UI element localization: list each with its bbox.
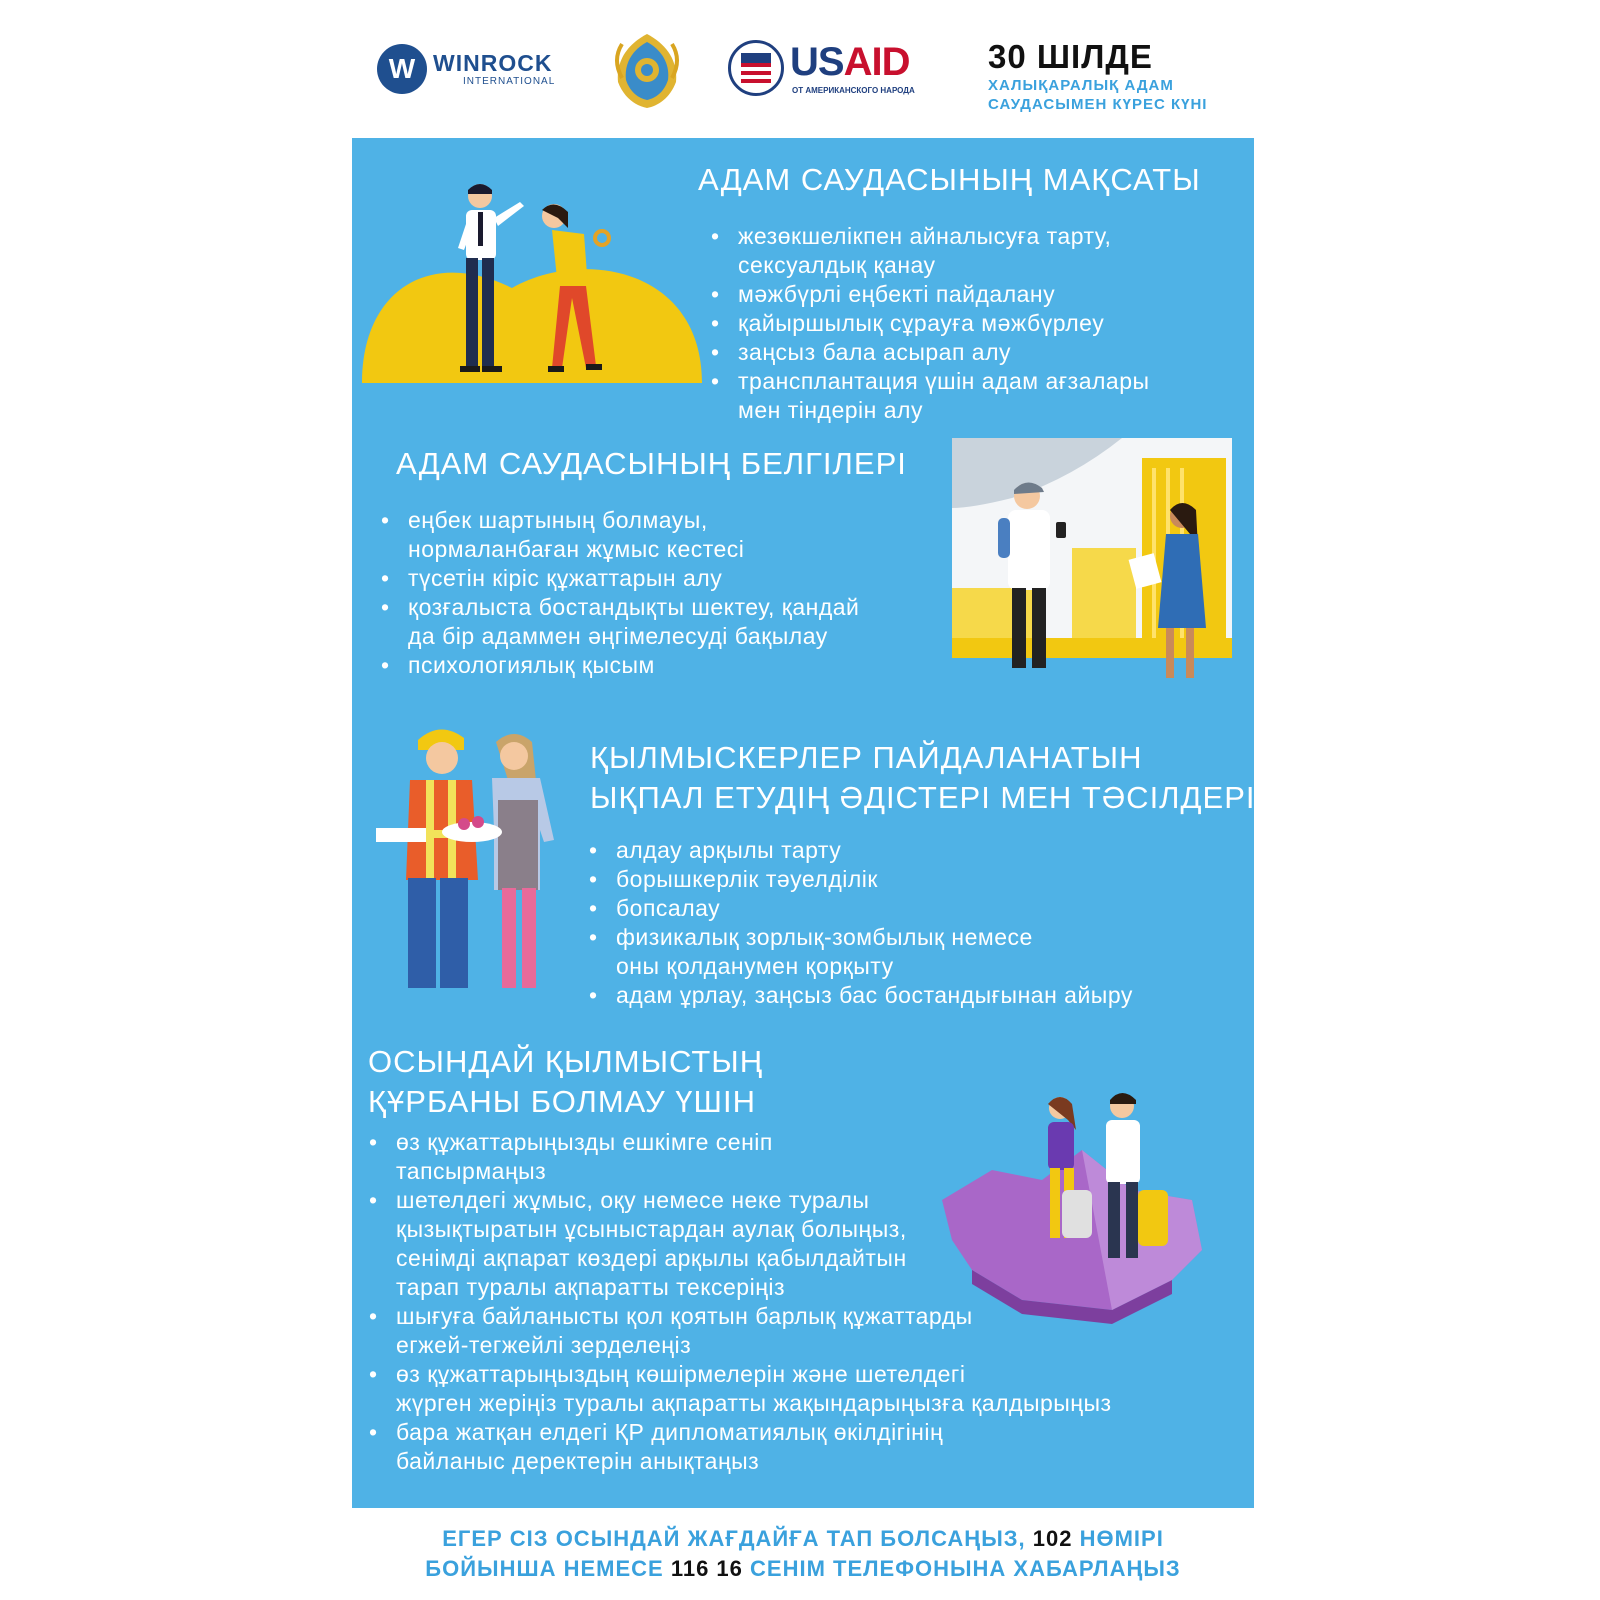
footer-line2: БОЙЫНША НЕМЕСЕ 116 16 СЕНІМ ТЕЛЕФОНЫНА ХАБАРЛАҢЫЗ	[425, 1556, 1181, 1581]
header	[0, 0, 1600, 138]
methods-title-line1: ҚЫЛМЫСКЕРЛЕР ПАЙДАЛАНАТЫН	[590, 740, 1143, 775]
list-item: • жезөкшелікпен айналысуға тарту, сексуалдық қанау	[708, 222, 1150, 280]
date-sub-line2: САУДАСЫМЕН КҮРЕС КҮНІ	[988, 96, 1208, 113]
date-title: 30 ШІЛДЕ	[988, 38, 1153, 75]
winrock-logo	[377, 40, 557, 100]
list-item: • трансплантация үшін адам ағзалары мен тіндерін алу	[708, 367, 1150, 425]
list-item: • борышкерлік тәуелділік	[586, 865, 1133, 894]
footer-line1: ЕГЕР СІЗ ОСЫНДАЙ ЖАҒДАЙҒА ТАП БОЛСАҢЫЗ, 102 НӨМІРІ	[442, 1526, 1164, 1551]
city-people-illustration	[952, 438, 1232, 688]
signs-title: АДАМ САУДАСЫНЫҢ БЕЛГІЛЕРІ	[396, 446, 907, 481]
hotline-number-11616: 116 16	[670, 1556, 743, 1581]
list-item: • қайыршылық сұрауға мәжбүрлеу	[708, 309, 1150, 338]
list-item: • шетелдегі жұмыс, оқу немесе неке туралы қызықтыратын ұсыныстардан аулақ болыңыз, сенімді ақпарат көздері арқылы қабылдайтын тарап туралы ақпаратты тексеріңіз	[366, 1186, 1112, 1302]
list-item: • еңбек шартының болмауы, нормаланбаған жұмыс кестесі	[378, 506, 859, 564]
list-item: • мәжбүрлі еңбекті пайдалану	[708, 280, 1150, 309]
info-panel	[352, 138, 1254, 1508]
usaid-seal-icon	[728, 40, 784, 96]
purpose-list	[708, 222, 1150, 425]
signs-list	[378, 506, 859, 680]
coercion-illustration	[362, 178, 702, 408]
usaid-sub: ОТ АМЕРИКАНСКОГО НАРОДА	[792, 86, 915, 95]
prevent-title-line2: ҚҰРБАНЫ БОЛМАУ ҮШІН	[368, 1084, 756, 1119]
prevent-title-line1: ОСЫНДАЙ ҚЫЛМЫСТЫҢ	[368, 1044, 764, 1079]
list-item: • физикалық зорлық-зомбылық немесе оны қолданумен қорқыту	[586, 923, 1133, 981]
list-item: • заңсыз бала асырап алу	[708, 338, 1150, 367]
usaid-wordmark: USAID	[790, 40, 910, 84]
purpose-title: АДАМ САУДАСЫНЫҢ МАҚСАТЫ	[698, 162, 1201, 197]
hotline-footer	[352, 1524, 1254, 1584]
list-item: • бопсалау	[586, 894, 1133, 923]
winrock-w-icon: W	[377, 44, 427, 94]
usaid-logo	[728, 38, 928, 104]
list-item: • алдау арқылы тарту	[586, 836, 1133, 865]
workers-illustration	[368, 720, 568, 1010]
prevent-list	[366, 1128, 1112, 1476]
hotline-number-102: 102	[1032, 1526, 1073, 1551]
winrock-name: WINROCK	[433, 50, 553, 76]
list-item: • қозғалыста бостандықты шектеу, қандай да бір адаммен әңгімелесуді бақылау	[378, 593, 859, 651]
methods-list	[586, 836, 1133, 1010]
date-block	[988, 38, 1268, 114]
date-sub-line1: ХАЛЫҚАРАЛЫҚ АДАМ	[988, 77, 1174, 94]
list-item: • шығуға байланысты қол қоятын барлық құжаттарды егжей-тегжейлі зерделеңіз	[366, 1302, 1112, 1360]
list-item: • өз құжаттарыңызды ешкімге сеніп тапсырмаңыз	[366, 1128, 1112, 1186]
list-item: • өз құжаттарыңыздың көшірмелерін және шетелдегі жүрген жеріңіз туралы ақпаратты жақындарыңызға қалдырыңыз	[366, 1360, 1112, 1418]
list-item: • түсетін кіріс құжаттарын алу	[378, 564, 859, 593]
kz-police-emblem-icon	[608, 30, 686, 110]
list-item: • бара жатқан елдегі ҚР дипломатиялық өкілдігінің байланыс деректерін анықтаңыз	[366, 1418, 1112, 1476]
winrock-sub: INTERNATIONAL	[463, 76, 556, 87]
methods-title-line2: ЫҚПАЛ ЕТУДІҢ ӘДІСТЕРІ МЕН ТӘСІЛДЕРІ	[590, 780, 1256, 815]
list-item: • психологиялық қысым	[378, 651, 859, 680]
list-item: • адам ұрлау, заңсыз бас бостандығынан айыру	[586, 981, 1133, 1010]
